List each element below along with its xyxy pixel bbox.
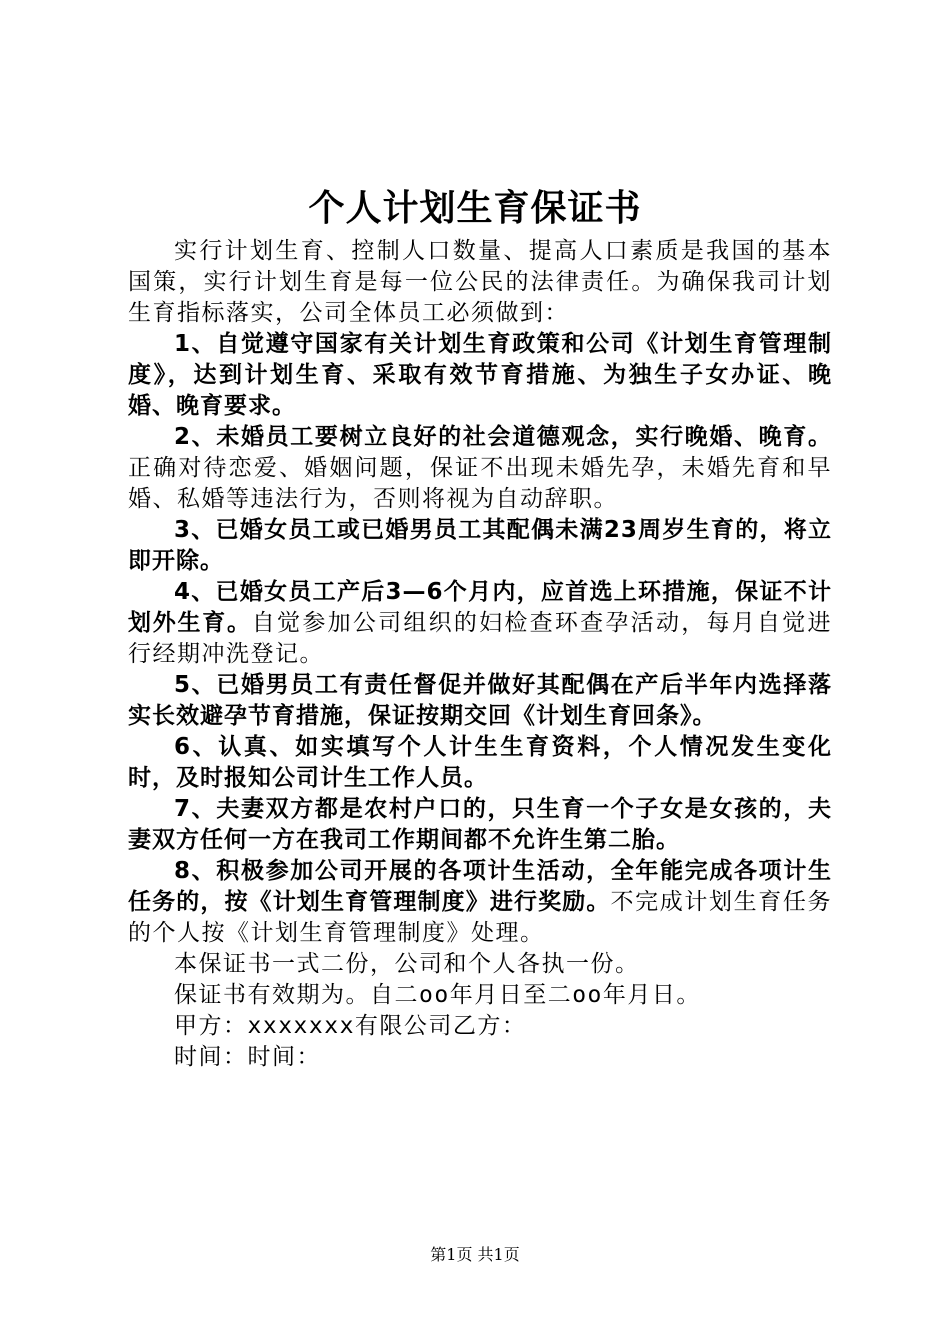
item-3 — [128, 515, 832, 577]
document-title: 个人计划生育保证书 — [308, 187, 642, 229]
time-line: 时间：时间： — [174, 1044, 321, 1070]
validity-line: 保证书有效期为。自二oo年月日至二oo年月日。 — [174, 982, 701, 1008]
item-4 — [128, 577, 832, 670]
item-8 — [128, 856, 832, 949]
item-1-main: 1、自觉遵守国家有关计划生育政策和公司《计划生育管理制度》，达到计划生育、采取有效节育措施、为独生子女办证、晚婚、晚育要求。 — [128, 331, 832, 419]
item-7-main: 7、夫妻双方都是农村户口的，只生育一个子女是女孩的，夫妻双方任何一方在我司工作期间都不允许生第二胎。 — [128, 796, 832, 853]
page-footer: 第1页 共1页 — [430, 1245, 520, 1264]
item-7 — [128, 794, 832, 856]
item-1 — [128, 329, 832, 422]
item-4-main: 4、已婚女员工产后3—6个月内，应首选上环措施，保证不计划外生育。 — [128, 579, 832, 636]
item-2 — [128, 422, 832, 515]
item-8-main: 8、积极参加公司开展的各项计生活动，全年能完成各项计生任务的，按《计划生育管理制度》进行奖励。 — [128, 858, 832, 915]
item-8-extra: 不完成计划生育任务的个人按《计划生育管理制度》处理。 — [128, 889, 832, 946]
item-2-main: 2、未婚员工要树立良好的社会道德观念，实行晚婚、晚育。 — [174, 424, 832, 450]
item-6-main: 6、认真、如实填写个人计生生育资料，个人情况发生变化时，及时报知公司计生工作人员。 — [128, 734, 832, 791]
parties-line: 甲方：xxxxxxx有限公司乙方： — [174, 1013, 527, 1039]
copies-line: 本保证书一式二份，公司和个人各执一份。 — [174, 951, 640, 977]
item-2-extra: 正确对待恋爱、婚姻问题，保证不出现未婚先孕，未婚先育和早婚、私婚等违法行为，否则将视为自动辞职。 — [128, 455, 832, 512]
item-6 — [128, 732, 832, 794]
item-3-main: 3、已婚女员工或已婚男员工其配偶未满23周岁生育的，将立即开除。 — [128, 517, 832, 574]
document-body — [128, 236, 832, 1073]
item-4-extra: 自觉参加公司组织的妇检查环查孕活动，每月自觉进行经期冲洗登记。 — [128, 610, 833, 667]
item-5-main: 5、已婚男员工有责任督促并做好其配偶在产后半年内选择落实长效避孕节育措施，保证按期交回《计划生育回条》。 — [128, 672, 832, 729]
intro-paragraph: 实行计划生育、控制人口数量、提高人口素质是我国的基本国策，实行计划生育是每一位公民的法律责任。为确保我司计划生育指标落实，公司全体员工必须做到： — [128, 238, 832, 326]
item-5 — [128, 670, 832, 732]
